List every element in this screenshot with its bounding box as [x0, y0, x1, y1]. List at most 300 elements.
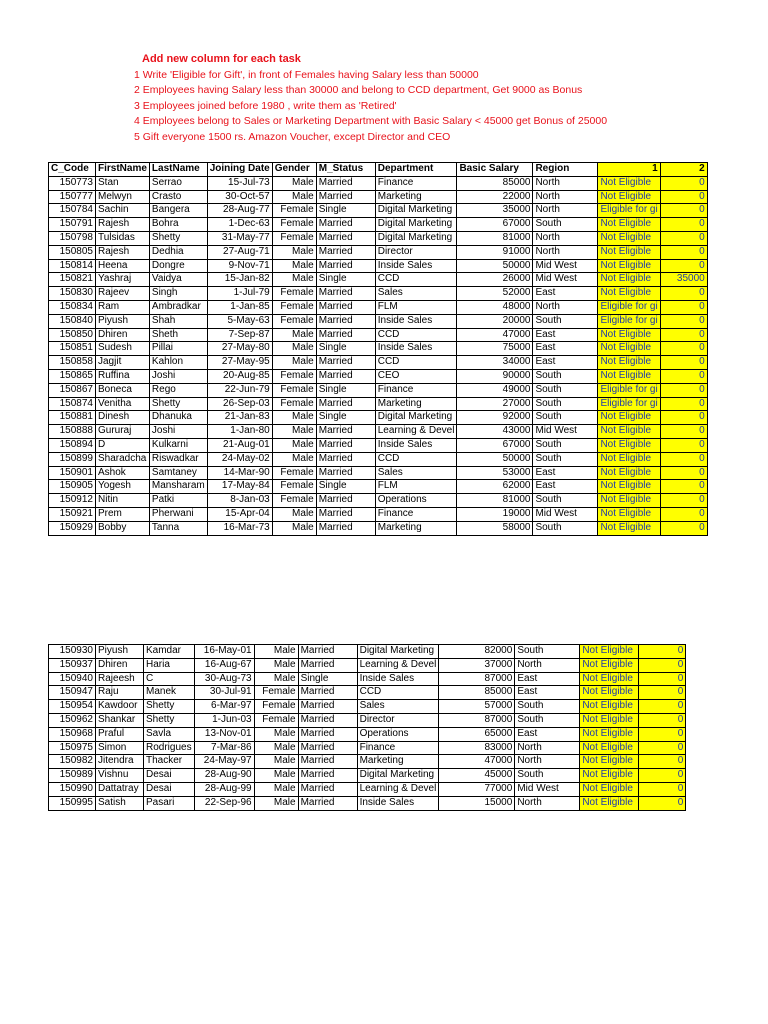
- cell-department[interactable]: CCD: [375, 452, 457, 466]
- cell-department[interactable]: Sales: [357, 700, 439, 714]
- cell-basic-salary[interactable]: 19000: [457, 507, 533, 521]
- cell-task-1[interactable]: Not Eligible: [598, 259, 660, 273]
- cell-task-2[interactable]: 0: [660, 300, 707, 314]
- header-region[interactable]: Region: [533, 163, 598, 177]
- cell-task-2[interactable]: 35000: [660, 273, 707, 287]
- cell-task-2[interactable]: 0: [660, 480, 707, 494]
- cell-first-name[interactable]: Ram: [96, 300, 150, 314]
- cell-department[interactable]: Inside Sales: [375, 438, 457, 452]
- cell-first-name[interactable]: Prem: [96, 507, 150, 521]
- cell-region[interactable]: South: [515, 700, 580, 714]
- cell-task-2[interactable]: 0: [660, 452, 707, 466]
- cell-department[interactable]: Digital Marketing: [375, 231, 457, 245]
- cell-region[interactable]: East: [515, 686, 580, 700]
- cell-task-1[interactable]: Not Eligible: [598, 438, 660, 452]
- cell-first-name[interactable]: Vishnu: [96, 769, 144, 783]
- cell-gender[interactable]: Male: [272, 342, 316, 356]
- cell-department[interactable]: Marketing: [357, 755, 439, 769]
- cell-first-name[interactable]: Boneca: [96, 383, 150, 397]
- cell-task-1[interactable]: Eligible for gi: [598, 204, 660, 218]
- cell-task-2[interactable]: 0: [639, 658, 686, 672]
- cell-m-status[interactable]: Married: [316, 190, 375, 204]
- cell-basic-salary[interactable]: 34000: [457, 356, 533, 370]
- cell-task-1[interactable]: Not Eligible: [598, 507, 660, 521]
- cell-joining-date[interactable]: 7-Mar-86: [194, 741, 254, 755]
- cell-joining-date[interactable]: 16-Aug-67: [194, 658, 254, 672]
- cell-gender[interactable]: Female: [254, 700, 298, 714]
- cell-m-status[interactable]: Married: [298, 645, 357, 659]
- header-task-1[interactable]: 1: [598, 163, 660, 177]
- cell-last-name[interactable]: Joshi: [149, 425, 207, 439]
- cell-joining-date[interactable]: 28-Aug-77: [207, 204, 272, 218]
- cell-gender[interactable]: Female: [272, 480, 316, 494]
- cell-department[interactable]: Inside Sales: [357, 672, 439, 686]
- cell-task-2[interactable]: 0: [660, 314, 707, 328]
- cell-last-name[interactable]: Dedhia: [149, 245, 207, 259]
- cell-last-name[interactable]: Sheth: [149, 328, 207, 342]
- cell-joining-date[interactable]: 16-May-01: [194, 645, 254, 659]
- cell-region[interactable]: South: [533, 494, 598, 508]
- cell-gender[interactable]: Female: [272, 383, 316, 397]
- cell-basic-salary[interactable]: 52000: [457, 287, 533, 301]
- cell-first-name[interactable]: Jitendra: [96, 755, 144, 769]
- cell-first-name[interactable]: Sudesh: [96, 342, 150, 356]
- cell-joining-date[interactable]: 5-May-63: [207, 314, 272, 328]
- cell-first-name[interactable]: Praful: [96, 727, 144, 741]
- cell-last-name[interactable]: Dhanuka: [149, 411, 207, 425]
- cell-c-code[interactable]: 150888: [49, 425, 96, 439]
- cell-task-1[interactable]: Not Eligible: [580, 782, 639, 796]
- cell-region[interactable]: Mid West: [533, 425, 598, 439]
- cell-basic-salary[interactable]: 48000: [457, 300, 533, 314]
- cell-task-2[interactable]: 0: [660, 507, 707, 521]
- cell-task-1[interactable]: Not Eligible: [598, 369, 660, 383]
- cell-joining-date[interactable]: 15-Jul-73: [207, 176, 272, 190]
- cell-department[interactable]: FLM: [375, 300, 457, 314]
- cell-region[interactable]: East: [515, 672, 580, 686]
- cell-gender[interactable]: Female: [272, 287, 316, 301]
- cell-last-name[interactable]: Desai: [144, 769, 195, 783]
- cell-region[interactable]: North: [515, 796, 580, 810]
- cell-region[interactable]: North: [515, 741, 580, 755]
- cell-department[interactable]: Digital Marketing: [375, 411, 457, 425]
- cell-gender[interactable]: Male: [272, 411, 316, 425]
- cell-gender[interactable]: Male: [254, 727, 298, 741]
- cell-c-code[interactable]: 150912: [49, 494, 96, 508]
- cell-joining-date[interactable]: 24-May-97: [194, 755, 254, 769]
- cell-joining-date[interactable]: 28-Aug-90: [194, 769, 254, 783]
- cell-basic-salary[interactable]: 58000: [457, 521, 533, 535]
- cell-basic-salary[interactable]: 35000: [457, 204, 533, 218]
- cell-c-code[interactable]: 150784: [49, 204, 96, 218]
- cell-m-status[interactable]: Married: [316, 494, 375, 508]
- cell-c-code[interactable]: 150858: [49, 356, 96, 370]
- cell-first-name[interactable]: Dinesh: [96, 411, 150, 425]
- cell-task-1[interactable]: Eligible for gi: [598, 383, 660, 397]
- cell-gender[interactable]: Male: [254, 755, 298, 769]
- cell-region[interactable]: East: [533, 466, 598, 480]
- cell-last-name[interactable]: Pherwani: [149, 507, 207, 521]
- cell-task-1[interactable]: Eligible for gi: [598, 397, 660, 411]
- cell-task-2[interactable]: 0: [660, 397, 707, 411]
- cell-basic-salary[interactable]: 81000: [457, 231, 533, 245]
- cell-task-2[interactable]: 0: [639, 700, 686, 714]
- cell-c-code[interactable]: 150975: [49, 741, 96, 755]
- cell-joining-date[interactable]: 30-Oct-57: [207, 190, 272, 204]
- cell-m-status[interactable]: Married: [316, 452, 375, 466]
- cell-gender[interactable]: Male: [272, 425, 316, 439]
- cell-department[interactable]: Inside Sales: [375, 259, 457, 273]
- cell-task-1[interactable]: Not Eligible: [580, 727, 639, 741]
- cell-last-name[interactable]: Dongre: [149, 259, 207, 273]
- cell-last-name[interactable]: Kamdar: [144, 645, 195, 659]
- cell-joining-date[interactable]: 1-Jun-03: [194, 713, 254, 727]
- cell-task-2[interactable]: 0: [660, 369, 707, 383]
- cell-joining-date[interactable]: 16-Mar-73: [207, 521, 272, 535]
- header-c-code[interactable]: C_Code: [49, 163, 96, 177]
- cell-task-2[interactable]: 0: [639, 686, 686, 700]
- cell-c-code[interactable]: 150867: [49, 383, 96, 397]
- cell-first-name[interactable]: Tulsidas: [96, 231, 150, 245]
- cell-m-status[interactable]: Single: [316, 204, 375, 218]
- cell-joining-date[interactable]: 1-Dec-63: [207, 218, 272, 232]
- cell-m-status[interactable]: Married: [316, 369, 375, 383]
- cell-department[interactable]: Director: [357, 713, 439, 727]
- cell-department[interactable]: Inside Sales: [375, 342, 457, 356]
- cell-task-2[interactable]: 0: [660, 328, 707, 342]
- cell-c-code[interactable]: 150930: [49, 645, 96, 659]
- cell-first-name[interactable]: Dattatray: [96, 782, 144, 796]
- cell-gender[interactable]: Male: [272, 245, 316, 259]
- cell-department[interactable]: Sales: [375, 466, 457, 480]
- cell-last-name[interactable]: Joshi: [149, 369, 207, 383]
- cell-department[interactable]: Marketing: [375, 397, 457, 411]
- cell-task-1[interactable]: Not Eligible: [580, 755, 639, 769]
- cell-department[interactable]: Digital Marketing: [375, 218, 457, 232]
- cell-m-status[interactable]: Married: [316, 438, 375, 452]
- cell-first-name[interactable]: Sharadcha: [96, 452, 150, 466]
- cell-task-2[interactable]: 0: [660, 383, 707, 397]
- cell-gender[interactable]: Female: [272, 397, 316, 411]
- cell-department[interactable]: CCD: [375, 356, 457, 370]
- cell-task-2[interactable]: 0: [639, 672, 686, 686]
- cell-joining-date[interactable]: 31-May-77: [207, 231, 272, 245]
- cell-joining-date[interactable]: 1-Jan-85: [207, 300, 272, 314]
- cell-task-1[interactable]: Not Eligible: [598, 425, 660, 439]
- cell-region[interactable]: East: [533, 356, 598, 370]
- cell-basic-salary[interactable]: 50000: [457, 259, 533, 273]
- cell-task-1[interactable]: Not Eligible: [580, 658, 639, 672]
- header-gender[interactable]: Gender: [272, 163, 316, 177]
- cell-m-status[interactable]: Married: [316, 231, 375, 245]
- cell-task-1[interactable]: Not Eligible: [598, 342, 660, 356]
- cell-basic-salary[interactable]: 49000: [457, 383, 533, 397]
- cell-joining-date[interactable]: 26-Sep-03: [207, 397, 272, 411]
- cell-first-name[interactable]: Ruffina: [96, 369, 150, 383]
- cell-last-name[interactable]: Crasto: [149, 190, 207, 204]
- cell-m-status[interactable]: Single: [316, 480, 375, 494]
- cell-task-2[interactable]: 0: [660, 176, 707, 190]
- cell-task-1[interactable]: Not Eligible: [598, 176, 660, 190]
- cell-last-name[interactable]: Vaidya: [149, 273, 207, 287]
- cell-gender[interactable]: Male: [272, 259, 316, 273]
- cell-last-name[interactable]: Samtaney: [149, 466, 207, 480]
- cell-gender[interactable]: Male: [272, 190, 316, 204]
- cell-first-name[interactable]: Nitin: [96, 494, 150, 508]
- cell-first-name[interactable]: Gururaj: [96, 425, 150, 439]
- cell-m-status[interactable]: Married: [298, 686, 357, 700]
- cell-first-name[interactable]: Rajeev: [96, 287, 150, 301]
- cell-region[interactable]: North: [533, 231, 598, 245]
- cell-c-code[interactable]: 150995: [49, 796, 96, 810]
- cell-task-2[interactable]: 0: [639, 769, 686, 783]
- cell-last-name[interactable]: Serrao: [149, 176, 207, 190]
- cell-m-status[interactable]: Married: [316, 397, 375, 411]
- cell-joining-date[interactable]: 21-Aug-01: [207, 438, 272, 452]
- cell-last-name[interactable]: Kulkarni: [149, 438, 207, 452]
- cell-m-status[interactable]: Married: [298, 700, 357, 714]
- header-department[interactable]: Department: [375, 163, 457, 177]
- cell-region[interactable]: North: [533, 300, 598, 314]
- cell-region[interactable]: North: [533, 204, 598, 218]
- cell-c-code[interactable]: 150881: [49, 411, 96, 425]
- cell-last-name[interactable]: Kahlon: [149, 356, 207, 370]
- cell-task-1[interactable]: Not Eligible: [598, 466, 660, 480]
- cell-region[interactable]: Mid West: [533, 507, 598, 521]
- cell-region[interactable]: East: [515, 727, 580, 741]
- cell-gender[interactable]: Male: [272, 521, 316, 535]
- header-task-2[interactable]: 2: [660, 163, 707, 177]
- cell-joining-date[interactable]: 8-Jan-03: [207, 494, 272, 508]
- cell-region[interactable]: East: [533, 287, 598, 301]
- cell-joining-date[interactable]: 20-Aug-85: [207, 369, 272, 383]
- cell-last-name[interactable]: Haria: [144, 658, 195, 672]
- cell-basic-salary[interactable]: 47000: [439, 755, 515, 769]
- cell-joining-date[interactable]: 15-Apr-04: [207, 507, 272, 521]
- cell-basic-salary[interactable]: 85000: [439, 686, 515, 700]
- cell-last-name[interactable]: Savla: [144, 727, 195, 741]
- cell-basic-salary[interactable]: 22000: [457, 190, 533, 204]
- cell-gender[interactable]: Male: [254, 782, 298, 796]
- cell-gender[interactable]: Male: [272, 452, 316, 466]
- cell-first-name[interactable]: Satish: [96, 796, 144, 810]
- cell-joining-date[interactable]: 24-May-02: [207, 452, 272, 466]
- cell-joining-date[interactable]: 27-Aug-71: [207, 245, 272, 259]
- cell-task-1[interactable]: Not Eligible: [598, 452, 660, 466]
- cell-region[interactable]: South: [533, 521, 598, 535]
- cell-joining-date[interactable]: 13-Nov-01: [194, 727, 254, 741]
- cell-task-2[interactable]: 0: [660, 204, 707, 218]
- cell-department[interactable]: CCD: [375, 273, 457, 287]
- cell-last-name[interactable]: Bangera: [149, 204, 207, 218]
- cell-m-status[interactable]: Married: [298, 769, 357, 783]
- cell-c-code[interactable]: 150777: [49, 190, 96, 204]
- cell-region[interactable]: South: [515, 713, 580, 727]
- cell-c-code[interactable]: 150773: [49, 176, 96, 190]
- cell-c-code[interactable]: 150954: [49, 700, 96, 714]
- cell-gender[interactable]: Female: [272, 314, 316, 328]
- cell-last-name[interactable]: Ambradkar: [149, 300, 207, 314]
- cell-region[interactable]: North: [533, 176, 598, 190]
- cell-m-status[interactable]: Single: [316, 342, 375, 356]
- cell-m-status[interactable]: Married: [316, 425, 375, 439]
- cell-department[interactable]: Sales: [375, 287, 457, 301]
- cell-m-status[interactable]: Single: [316, 273, 375, 287]
- cell-last-name[interactable]: Pillai: [149, 342, 207, 356]
- cell-first-name[interactable]: Rajeesh: [96, 672, 144, 686]
- cell-task-1[interactable]: Not Eligible: [598, 245, 660, 259]
- cell-task-2[interactable]: 0: [660, 425, 707, 439]
- cell-task-2[interactable]: 0: [639, 796, 686, 810]
- cell-task-2[interactable]: 0: [639, 782, 686, 796]
- cell-first-name[interactable]: Rajesh: [96, 245, 150, 259]
- cell-c-code[interactable]: 150989: [49, 769, 96, 783]
- cell-c-code[interactable]: 150894: [49, 438, 96, 452]
- cell-last-name[interactable]: Manek: [144, 686, 195, 700]
- header-last-name[interactable]: LastName: [149, 163, 207, 177]
- cell-basic-salary[interactable]: 67000: [457, 438, 533, 452]
- cell-task-2[interactable]: 0: [639, 755, 686, 769]
- cell-basic-salary[interactable]: 37000: [439, 658, 515, 672]
- cell-region[interactable]: South: [533, 411, 598, 425]
- cell-gender[interactable]: Female: [272, 466, 316, 480]
- cell-task-1[interactable]: Not Eligible: [580, 713, 639, 727]
- cell-first-name[interactable]: Heena: [96, 259, 150, 273]
- cell-task-1[interactable]: Not Eligible: [598, 356, 660, 370]
- cell-m-status[interactable]: Married: [316, 218, 375, 232]
- cell-c-code[interactable]: 150937: [49, 658, 96, 672]
- cell-department[interactable]: Learning & Devel: [357, 658, 439, 672]
- cell-first-name[interactable]: Raju: [96, 686, 144, 700]
- cell-region[interactable]: North: [515, 658, 580, 672]
- cell-region[interactable]: South: [533, 314, 598, 328]
- cell-m-status[interactable]: Married: [298, 782, 357, 796]
- cell-basic-salary[interactable]: 92000: [457, 411, 533, 425]
- cell-task-1[interactable]: Not Eligible: [598, 411, 660, 425]
- cell-task-1[interactable]: Not Eligible: [598, 273, 660, 287]
- cell-region[interactable]: Mid West: [533, 259, 598, 273]
- header-joining-date[interactable]: Joining Date: [207, 163, 272, 177]
- cell-c-code[interactable]: 150834: [49, 300, 96, 314]
- cell-m-status[interactable]: Married: [316, 507, 375, 521]
- cell-c-code[interactable]: 150982: [49, 755, 96, 769]
- cell-first-name[interactable]: Yashraj: [96, 273, 150, 287]
- cell-region[interactable]: South: [533, 369, 598, 383]
- cell-joining-date[interactable]: 6-Mar-97: [194, 700, 254, 714]
- cell-basic-salary[interactable]: 87000: [439, 713, 515, 727]
- cell-region[interactable]: South: [533, 218, 598, 232]
- cell-basic-salary[interactable]: 57000: [439, 700, 515, 714]
- cell-last-name[interactable]: Shetty: [149, 397, 207, 411]
- cell-c-code[interactable]: 150805: [49, 245, 96, 259]
- cell-department[interactable]: Finance: [357, 741, 439, 755]
- cell-region[interactable]: South: [533, 383, 598, 397]
- cell-region[interactable]: Mid West: [533, 273, 598, 287]
- cell-basic-salary[interactable]: 81000: [457, 494, 533, 508]
- cell-first-name[interactable]: Kawdoor: [96, 700, 144, 714]
- cell-c-code[interactable]: 150851: [49, 342, 96, 356]
- cell-c-code[interactable]: 150840: [49, 314, 96, 328]
- cell-basic-salary[interactable]: 62000: [457, 480, 533, 494]
- cell-c-code[interactable]: 150901: [49, 466, 96, 480]
- cell-gender[interactable]: Male: [254, 645, 298, 659]
- cell-task-2[interactable]: 0: [639, 741, 686, 755]
- cell-region[interactable]: South: [515, 645, 580, 659]
- cell-task-2[interactable]: 0: [660, 411, 707, 425]
- cell-department[interactable]: CCD: [357, 686, 439, 700]
- cell-c-code[interactable]: 150968: [49, 727, 96, 741]
- cell-gender[interactable]: Male: [272, 507, 316, 521]
- cell-basic-salary[interactable]: 82000: [439, 645, 515, 659]
- cell-gender[interactable]: Male: [272, 356, 316, 370]
- cell-basic-salary[interactable]: 15000: [439, 796, 515, 810]
- cell-joining-date[interactable]: 14-Mar-90: [207, 466, 272, 480]
- cell-task-1[interactable]: Eligible for gi: [598, 300, 660, 314]
- cell-c-code[interactable]: 150990: [49, 782, 96, 796]
- cell-gender[interactable]: Male: [272, 438, 316, 452]
- cell-task-1[interactable]: Not Eligible: [598, 218, 660, 232]
- cell-first-name[interactable]: Piyush: [96, 645, 144, 659]
- cell-first-name[interactable]: Piyush: [96, 314, 150, 328]
- cell-joining-date[interactable]: 15-Jan-82: [207, 273, 272, 287]
- cell-task-2[interactable]: 0: [639, 713, 686, 727]
- cell-task-1[interactable]: Not Eligible: [598, 231, 660, 245]
- cell-basic-salary[interactable]: 47000: [457, 328, 533, 342]
- cell-c-code[interactable]: 150947: [49, 686, 96, 700]
- cell-basic-salary[interactable]: 45000: [439, 769, 515, 783]
- cell-task-2[interactable]: 0: [660, 494, 707, 508]
- cell-gender[interactable]: Female: [254, 686, 298, 700]
- cell-c-code[interactable]: 150905: [49, 480, 96, 494]
- cell-department[interactable]: Finance: [375, 176, 457, 190]
- cell-task-1[interactable]: Not Eligible: [580, 645, 639, 659]
- cell-first-name[interactable]: Venitha: [96, 397, 150, 411]
- cell-m-status[interactable]: Married: [298, 741, 357, 755]
- cell-department[interactable]: Operations: [357, 727, 439, 741]
- cell-joining-date[interactable]: 1-Jul-79: [207, 287, 272, 301]
- cell-first-name[interactable]: Shankar: [96, 713, 144, 727]
- cell-gender[interactable]: Female: [272, 231, 316, 245]
- cell-basic-salary[interactable]: 90000: [457, 369, 533, 383]
- cell-task-1[interactable]: Not Eligible: [580, 741, 639, 755]
- cell-joining-date[interactable]: 7-Sep-87: [207, 328, 272, 342]
- cell-c-code[interactable]: 150791: [49, 218, 96, 232]
- cell-last-name[interactable]: Shetty: [144, 700, 195, 714]
- cell-m-status[interactable]: Married: [298, 755, 357, 769]
- cell-department[interactable]: Marketing: [375, 190, 457, 204]
- cell-joining-date[interactable]: 27-May-95: [207, 356, 272, 370]
- cell-region[interactable]: South: [515, 769, 580, 783]
- cell-department[interactable]: Marketing: [375, 521, 457, 535]
- cell-gender[interactable]: Male: [272, 328, 316, 342]
- cell-region[interactable]: Mid West: [515, 782, 580, 796]
- cell-first-name[interactable]: Bobby: [96, 521, 150, 535]
- cell-department[interactable]: Director: [375, 245, 457, 259]
- cell-task-2[interactable]: 0: [660, 521, 707, 535]
- cell-c-code[interactable]: 150929: [49, 521, 96, 535]
- header-first-name[interactable]: FirstName: [96, 163, 150, 177]
- cell-last-name[interactable]: Shetty: [144, 713, 195, 727]
- cell-department[interactable]: Operations: [375, 494, 457, 508]
- cell-task-1[interactable]: Not Eligible: [580, 796, 639, 810]
- cell-first-name[interactable]: D: [96, 438, 150, 452]
- cell-joining-date[interactable]: 1-Jan-80: [207, 425, 272, 439]
- cell-department[interactable]: FLM: [375, 480, 457, 494]
- cell-last-name[interactable]: Singh: [149, 287, 207, 301]
- cell-joining-date[interactable]: 22-Jun-79: [207, 383, 272, 397]
- cell-m-status[interactable]: Married: [316, 466, 375, 480]
- cell-basic-salary[interactable]: 87000: [439, 672, 515, 686]
